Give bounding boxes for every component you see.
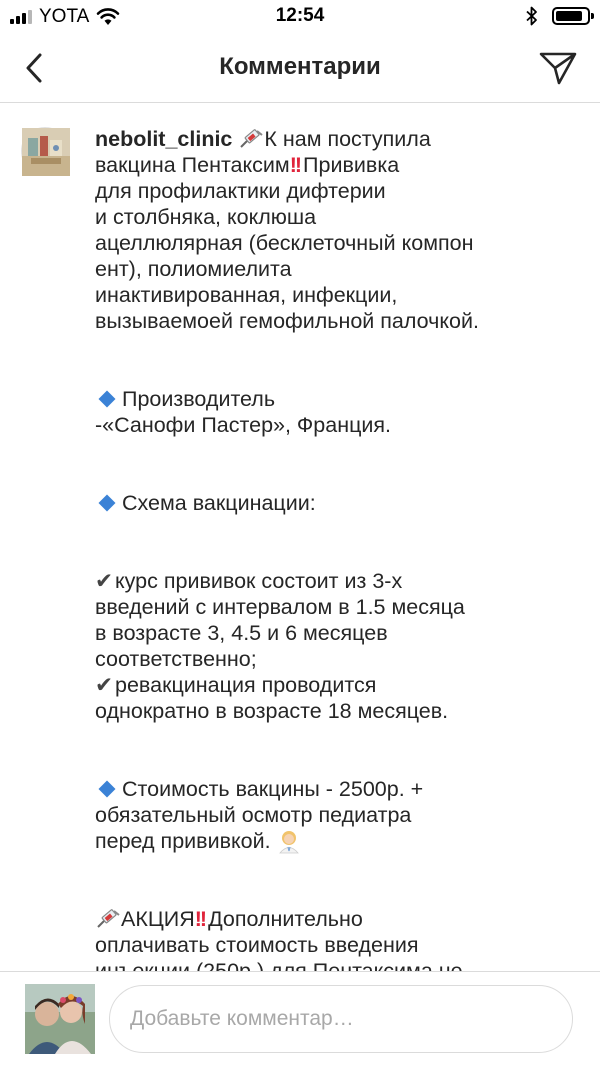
diamond-icon bbox=[99, 781, 116, 798]
doctor-emoji-icon bbox=[277, 829, 301, 853]
manufacturer-label: Производитель bbox=[122, 387, 276, 411]
carrier-name: YOTA bbox=[39, 6, 90, 27]
comment-text bbox=[95, 126, 515, 1062]
manufacturer-block bbox=[95, 386, 515, 438]
comment-intro-cont: Прививка для профилактики дифтерии и столбняка, коклюша ацеллюлярная (бесклеточный компон ент), полиомиелита инактивированная, инфекции, вызываемоей гемофильной палочкой. bbox=[95, 153, 479, 333]
comment-input[interactable] bbox=[109, 985, 573, 1053]
schedule-item-1: курс прививок состоит из 3-х введений с интервалом в 1.5 месяца в возрасте 3, 4.5 и 6 месяцев соответственно; bbox=[95, 569, 465, 671]
schedule-item bbox=[95, 568, 515, 672]
paper-plane-icon bbox=[539, 51, 577, 85]
syringe-icon bbox=[95, 909, 121, 929]
status-bar bbox=[0, 0, 600, 34]
schedule-item bbox=[95, 672, 515, 724]
comment-paragraph-intro bbox=[95, 126, 515, 334]
comment-intro: К нам поступила вакцина Пентаксим bbox=[95, 127, 431, 177]
comment-composer bbox=[0, 971, 600, 1067]
user-avatar[interactable] bbox=[25, 984, 95, 1054]
schedule-label: Схема вакцинации: bbox=[122, 491, 316, 515]
avatar[interactable] bbox=[21, 127, 69, 175]
status-time: 12:54 bbox=[275, 5, 325, 26]
diamond-icon bbox=[99, 391, 116, 408]
exclamation-icon: !! bbox=[289, 153, 301, 177]
check-icon: ✔ bbox=[95, 569, 114, 593]
exclamation-icon: !! bbox=[194, 907, 206, 931]
promo-label: АКЦИЯ bbox=[121, 907, 195, 931]
comment-item bbox=[0, 103, 600, 971]
schedule-item-2: ревакцинация проводится однократно в возрасте 18 месяцев. bbox=[95, 673, 449, 723]
manufacturer-value: -«Санофи Пастер», Франция. bbox=[95, 413, 392, 437]
battery-icon bbox=[552, 7, 590, 25]
clinic-avatar-image bbox=[22, 128, 70, 176]
page-title: Комментарии bbox=[219, 53, 381, 80]
user-avatar-image bbox=[25, 984, 95, 1054]
schedule-block bbox=[95, 490, 515, 516]
price-block bbox=[95, 776, 515, 854]
bluetooth-icon bbox=[526, 6, 538, 26]
share-button[interactable] bbox=[538, 48, 578, 88]
nav-header bbox=[0, 34, 600, 103]
comment-username[interactable]: nebolit_clinic bbox=[95, 127, 233, 151]
promo-text: Дополнительно оплачивать стоимость введения bbox=[95, 907, 419, 957]
check-icon: ✔ bbox=[95, 673, 114, 697]
syringe-icon bbox=[238, 129, 264, 149]
status-right bbox=[526, 6, 590, 26]
diamond-icon bbox=[99, 495, 116, 512]
price-text: Стоимость вакцины - 2500р. + обязательный осмотр педиатра перед прививкой. bbox=[95, 777, 424, 853]
